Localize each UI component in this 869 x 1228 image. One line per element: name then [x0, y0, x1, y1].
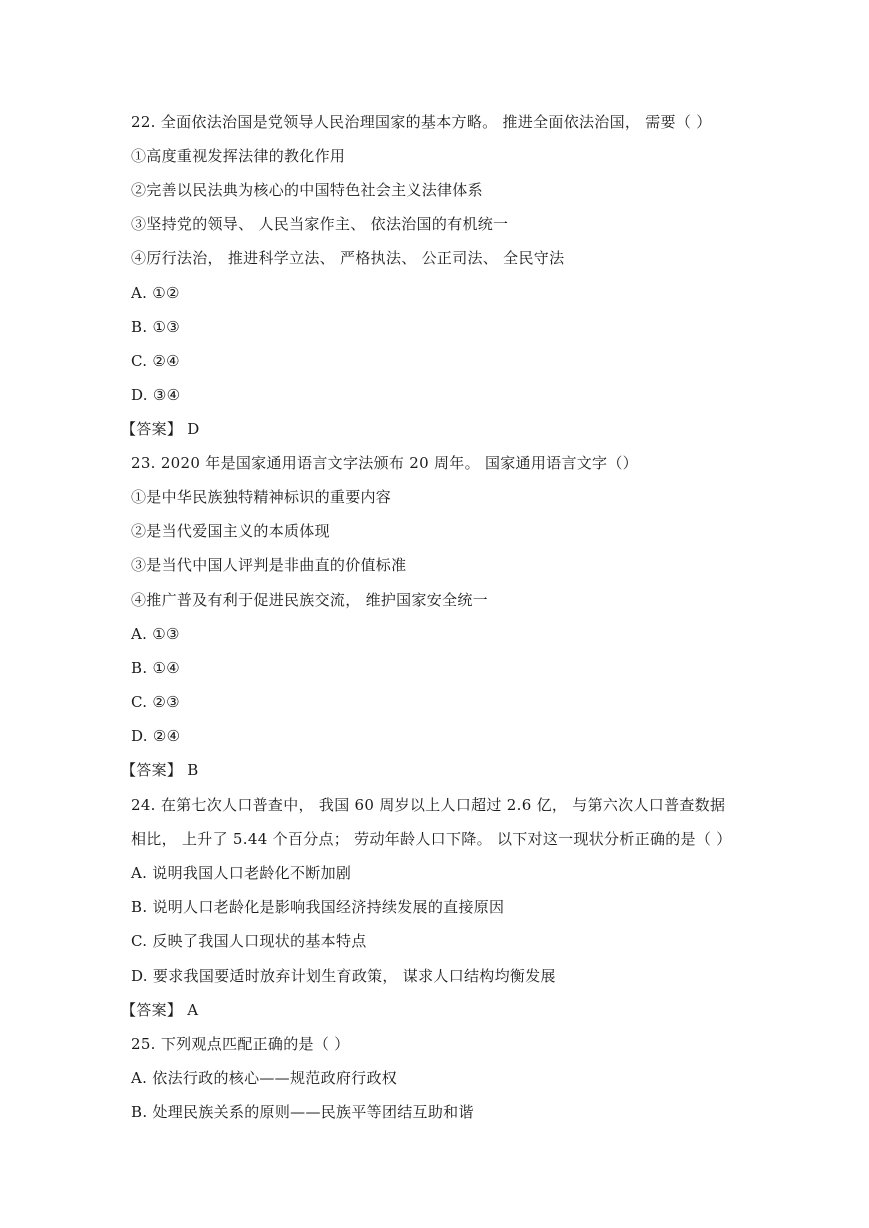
- question-22-statement-1: ①高度重视发挥法律的教化作用: [131, 147, 346, 165]
- question-22-option-a: A. ①②: [131, 284, 180, 302]
- question-23-option-d: D. ②④: [131, 727, 181, 745]
- question-25-stem: 25. 下列观点匹配正确的是（ ）: [131, 1035, 350, 1053]
- question-22-statement-4: ④厉行法治， 推进科学立法、 严格执法、 公正司法、 全民守法: [131, 249, 565, 267]
- question-25-option-b: B. 处理民族关系的原则——民族平等团结互助和谐: [131, 1103, 474, 1121]
- question-23-option-c: C. ②③: [131, 693, 180, 711]
- question-23-statement-4: ④推广普及有利于促进民族交流， 维护国家安全统一: [131, 591, 488, 609]
- question-22-option-b: B. ①③: [131, 318, 180, 336]
- question-23-statement-2: ②是当代爱国主义的本质体现: [131, 522, 330, 540]
- question-23-option-b: B. ①④: [131, 659, 180, 677]
- question-22-option-d: D. ③④: [131, 386, 181, 404]
- question-23-stem: 23. 2020 年是国家通用语言文字法颁布 20 周年。 国家通用语言文字（）: [131, 454, 638, 472]
- question-24-option-d: D. 要求我国要适时放弃计划生育政策， 谋求人口结构均衡发展: [131, 967, 556, 985]
- question-23-answer: 【答案】 B: [121, 761, 199, 779]
- question-22-stem: 22. 全面依法治国是党领导人民治理国家的基本方略。 推进全面依法治国， 需要（ ）: [131, 113, 712, 131]
- question-24-stem-line-2: 相比， 上升了 5.44 个百分点； 劳动年龄人口下降。 以下对这一现状分析正确的是（ ）: [131, 830, 732, 848]
- question-25-option-a: A. 依法行政的核心——规范政府行政权: [131, 1069, 398, 1087]
- question-24-option-c: C. 反映了我国人口现状的基本特点: [131, 932, 367, 950]
- question-24-option-a: A. 说明我国人口老龄化不断加剧: [131, 864, 352, 882]
- question-24-option-b: B. 说明人口老龄化是影响我国经济持续发展的直接原因: [131, 898, 505, 916]
- question-22-statement-2: ②完善以民法典为核心的中国特色社会主义法律体系: [131, 181, 483, 199]
- question-24-answer: 【答案】 A: [121, 1001, 199, 1019]
- question-23-option-a: A. ①③: [131, 625, 180, 643]
- question-22-answer: 【答案】 D: [121, 420, 200, 438]
- question-22-option-c: C. ②④: [131, 352, 180, 370]
- question-22-statement-3: ③坚持党的领导、 人民当家作主、 依法治国的有机统一: [131, 215, 509, 233]
- question-23-statement-3: ③是当代中国人评判是非曲直的价值标准: [131, 556, 407, 574]
- question-23-statement-1: ①是中华民族独特精神标识的重要内容: [131, 488, 392, 506]
- question-24-stem-line-1: 24. 在第七次人口普查中， 我国 60 周岁以上人口超过 2.6 亿， 与第六次人口普查数据: [131, 796, 726, 814]
